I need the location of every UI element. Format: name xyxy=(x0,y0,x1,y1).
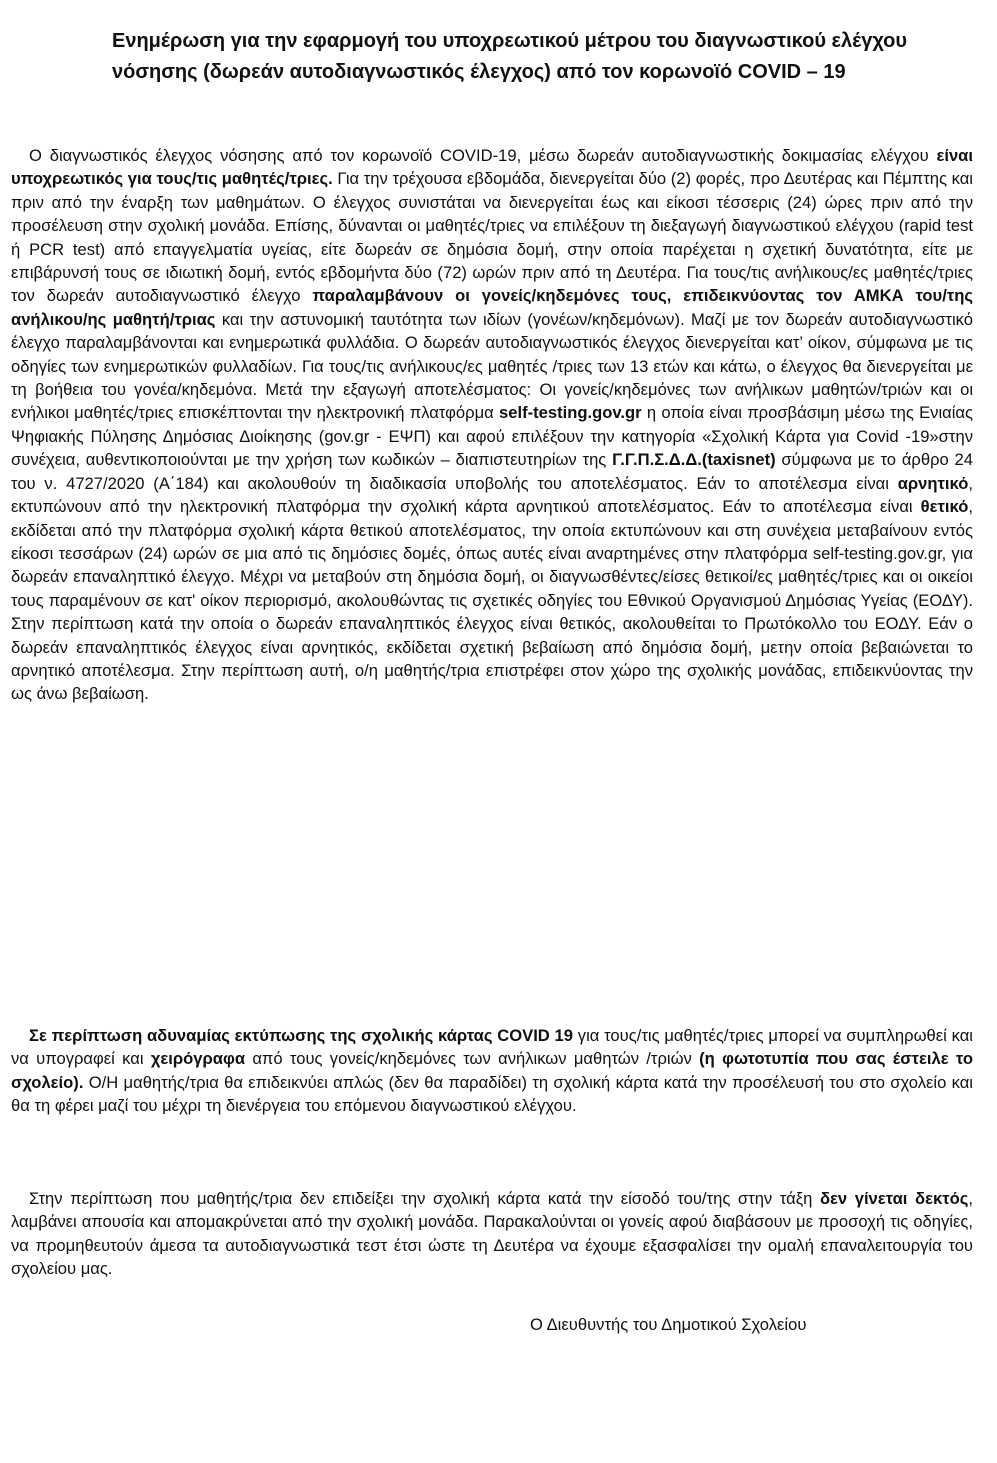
bold-run: (η φωτοτυπία που σας έστειλε το σχολείο). xyxy=(11,1049,973,1092)
paragraph-handwritten-card xyxy=(11,1024,973,1118)
text-run: Ο/Η μαθητής/τρια θα επιδεικνύει απλώς (δεν θα παραδίδει) τη σχολική κάρτα κατά την προσέλευσή του στο σχολείο και θα τη φέρει μαζί του μέχρι τη διενέργεια του επόμενου διαγνωστικού ελέγχου. xyxy=(11,1072,973,1116)
bold-run: θετικό xyxy=(920,497,969,517)
text-run: Στην περίπτωση που μαθητής/τρια δεν επιδείξει την σχολική κάρτα κατά την είσοδό του/της στην τάξη xyxy=(29,1189,820,1208)
text-run: από τους γονείς/κηδεμόνες των ανήλικων μαθητών /τριών xyxy=(245,1049,700,1069)
paragraph-testing-procedure xyxy=(11,144,973,706)
text-run: , λαμβάνει απουσία και απομακρύνεται από την σχολική μονάδα. Παρακαλούνται οι γονείς αφού διαβάσουν με προσοχή τις οδηγίες, να προμηθευτούν άμεσα τα αυτοδιαγνωστικά τεστ έτσι ώστε τη Δευτέρα να έχουμε εξασφαλίσει την ομαλή επαναλειτουργία του σχολείου μας. xyxy=(11,1189,973,1279)
text-run: σύμφωνα με το άρθρο 24 του ν. 4727/2020 (Α΄184) και ακολουθούν τη διαδικασία υποβολής του αποτελέσματος. Εάν το αποτέλεσμα είναι xyxy=(11,450,974,493)
bold-run: δεν γίνεται δεκτός xyxy=(819,1189,969,1208)
paragraph-entry-rules xyxy=(11,1187,973,1281)
bold-run: αρνητικό xyxy=(897,473,969,493)
text-run: , εκδίδεται από την πλατφόρμα σχολική κάρτα θετικού αποτελέσματος, την οποία εκτυπώνουν και στη συνέχεια μεταβαίνουν εντός είκοσι τεσσάρων (24) ωρών σε μια από τις δημόσιες δομές, όπως αυτές είναι αναρτημένες στην πλατφόρμα self-testing.gov.gr, για δωρεάν επαναληπτικό έλεγχο. Μέχρι να μεταβούν στη δημόσια δομή, οι διαγνωσθέντες/είσες θετικοί/ες μαθητές/τριες και οι οικείοι τους παραμένουν σε κατ' οίκον περιορισμό, ακολουθώντας τις σχετικές οδηγίες του Εθνικού Οργανισμού Δημόσιας Υγείας (ΕΟΔΥ). Στην περίπτωση κατά την οποία ο δωρεάν επαναληπτικός έλεγχος είναι θετικός, ακολουθείται το Πρωτόκολλο του ΕΟΔΥ. Εάν ο δωρεάν επαναληπτικός έλεγχος είναι αρνητικός, εκδίδεται σχετική βεβαίωση από δημόσια δομή, μετην οποία βεβαιώνεται το αρνητικό αποτέλεσμα. Στην περίπτωση αυτή, ο/η μαθητής/τρια επιστρέφει στον χώρο της σχολικής μονάδας, επιδεικνύοντας την ως άνω βεβαίωση. xyxy=(11,497,973,704)
text-run: η οποία είναι προσβάσιμη μέσω της Ενιαίας Ψηφιακής Πύλησης Δημόσιας Διοίκησης (gov.gr - ΕΨΠ) και αφού επιλέξουν την κατηγορία «Σχολική Κάρτα για Covid -19»στην συνέχεια, αυθεντικοποιούνται με την χρήση των κωδικών – διαπιστευτηρίων της xyxy=(11,403,973,470)
text-run: Για την τρέχουσα εβδομάδα, διενεργείται δύο (2) φορές, προ Δευτέρας και Πέμπτης και πριν από την έναρξη των μαθημάτων. Ο έλεγχος συνιστάται να διενεργείται έως και είκοσι τέσσερις (24) ώρες πριν από την προσέλευση στην σχολική μονάδα. Επίσης, δύνανται οι μαθητές/τριες να επιλέξουν τη διεξαγωγή διαγνωστικού ελέγχου (rapid test ή PCR test) από επαγγελματία υγείας, είτε δωρεάν σε δημόσια δομή, στην οποία παρέχεται η σχετική δυνατότητα, είτε με επιβάρυνσή τους σε ιδιωτική δομή, εντός εβδομήντα δύο (72) ωρών πριν από τη Δευτέρα. Για τους/τις ανήλικους/ες μαθητές/τριες τον δωρεάν αυτοδιαγνωστικό έλεγχο xyxy=(11,169,973,306)
bold-run: self-testing.gov.gr xyxy=(499,403,642,423)
bold-run: είναι υποχρεωτικός για τους/τις μαθητές/τριες. xyxy=(11,146,973,189)
bold-run: Γ.Γ.Π.Σ.Δ.Δ.(taxisnet) xyxy=(612,450,776,470)
text-run: για τους/τις μαθητές/τριες μπορεί να συμπληρωθεί και να υπογραφεί και xyxy=(11,1026,973,1069)
text-run: Ο διαγνωστικός έλεγχος νόσησης από τον κορωνοϊό COVID-19, μέσω δωρεάν αυτοδιαγνωστικής δοκιμασίας ελέγχου xyxy=(29,146,937,165)
bold-run: παραλαμβάνουν οι γονείς/κηδεμόνες τους, επιδεικνύοντας τον ΑΜΚΑ του/της ανήλικου/ης μαθητή/τριας xyxy=(11,286,973,329)
text-run: , εκτυπώνουν από την ηλεκτρονική πλατφόρμα την σχολική κάρτα αρνητικού αποτελέσματος. Εάν το αποτέλεσμα είναι xyxy=(11,473,973,517)
text-run: και την αστυνομική ταυτότητα των ιδίων (γονέων/κηδεμόνων). Μαζί με τον δωρεάν αυτοδιαγνωστικό έλεγχο παραλαμβάνονται και ενημερωτικά φυλλάδια. Ο δωρεάν αυτοδιαγνωστικός έλεγχος διενεργείται κατ’ οίκον, σύμφωνα με τις οδηγίες των ενημερωτικών φυλλαδίων. Για τους/τις ανήλικους/ες μαθητές /τριες των 13 ετών και κάτω, ο έλεγχος θα διενεργείται με τη βοήθεια του γονέα/κηδεμόνα. Μετά την εξαγωγή αποτελέσματος: Οι γονείς/κηδεμόνες των ανήλικων μαθητών/τριών και οι ενήλικοι μαθητές/τριες επισκέπτονται την ηλεκτρονική πλατφόρμα xyxy=(11,309,973,423)
signature-line: Ο Διευθυντής του Δημοτικού Σχολείου xyxy=(530,1315,807,1334)
bold-run: Σε περίπτωση αδυναμίας εκτύπωσης της σχολικής κάρτας COVID 19 xyxy=(29,1026,574,1045)
bold-run: χειρόγραφα xyxy=(150,1049,246,1069)
document-title: Ενημέρωση για την εφαρμογή του υποχρεωτικού μέτρου του διαγνωστικού ελέγχου νόσησης (δωρεάν αυτοδιαγνωστικός έλεγχος) από τον κορωνοϊό COVID – 19 xyxy=(112,30,907,83)
